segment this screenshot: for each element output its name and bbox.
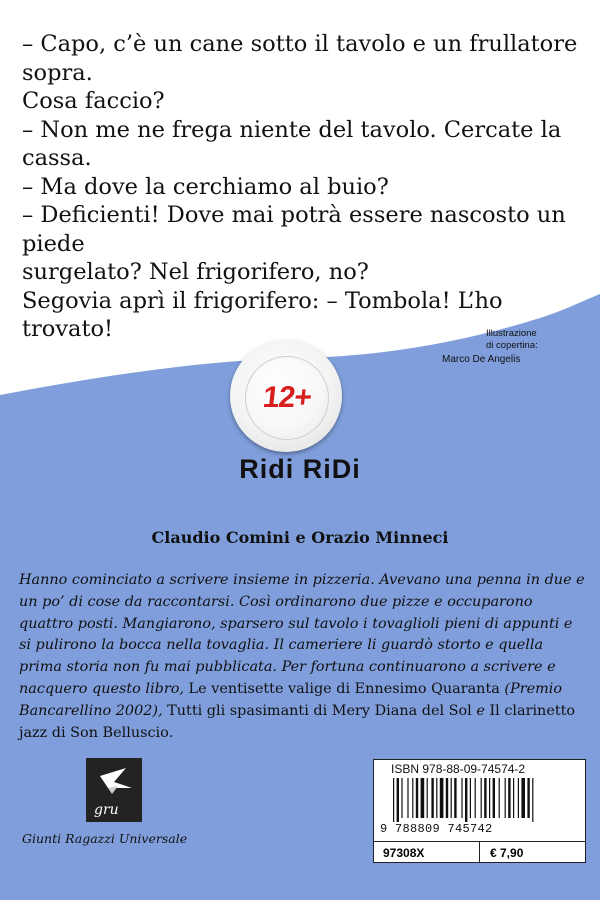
blurb-text: . [168, 724, 174, 741]
authors: Claudio Comini e Orazio Minneci [151, 528, 449, 547]
barcode-bar [475, 778, 476, 818]
barcode-bar [484, 778, 486, 818]
dialogue-line: – Non me ne frega niente del tavolo. Cercate la cassa. [22, 116, 562, 171]
barcode-bar [446, 778, 448, 818]
barcode-bar [436, 778, 437, 818]
series-name: Ridi RiDi [239, 454, 361, 484]
barcode-bar [421, 778, 425, 818]
barcode-bar [412, 778, 413, 818]
barcode-bar [454, 778, 456, 818]
barcode-bar [521, 778, 525, 818]
barcode-bar [527, 778, 529, 818]
illustration-label-2: di copertina: [486, 339, 538, 351]
price: € 7,90 [490, 845, 524, 860]
barcode-bar [427, 778, 428, 818]
barcode-bar [416, 778, 418, 818]
crane-icon [86, 758, 142, 822]
dialogue-line: – Capo, c’è un cane sotto il tavolo e un frullatore sopra. [22, 31, 578, 86]
barcode-bar [489, 778, 490, 818]
blurb-text: Hanno cominciato a scrivere insieme in pizzeria. Avevano una penna in due e un po’ di cose da raccontarsi. Così ordinarono due pizze e occuparono quattro posti. Mangiarono, sparsero sul tavolo i tovaglioli pieni di appunti e si pulirono la bocca nella tovaglia. Il cameriere li guardò storto e quella prima storia non fu mai pubblicata. Per fortuna continuarono a scrivere e nacquero questo libro, [19, 572, 585, 697]
illustration-credit [442, 328, 596, 366]
dialogue-line: Cosa faccio? [22, 88, 165, 114]
product-code: 97308X [373, 842, 480, 863]
blurb-text: e [476, 702, 485, 719]
barcode-bar [465, 778, 467, 822]
barcode-bar [508, 778, 510, 818]
barcode-bar [397, 778, 399, 822]
barcode-bar [440, 778, 444, 818]
dialogue-line: surgelato? Nel frigorifero, no? [22, 259, 369, 285]
barcode-bar [407, 778, 408, 818]
book-title: Le ventisette valige di Ennesimo Quaranta [183, 680, 505, 697]
illustration-label: Illustrazione [486, 328, 537, 339]
book-title: Tutti gli spasimanti di Mery Diana del Sol [162, 702, 477, 719]
barcode-bar [499, 778, 500, 818]
publisher-logo [86, 758, 142, 822]
book-title: Il clarinetto jazz di Son Belluscio [19, 702, 576, 741]
blurb-text: (Premio Bancarellino 2002), [19, 680, 563, 719]
barcode-bar [518, 778, 519, 818]
isbn-number: ISBN 978-88-09-74574-2 [391, 762, 526, 776]
barcode-bar [401, 778, 402, 818]
price-row [373, 841, 586, 863]
barcode-bar [493, 778, 495, 818]
barcode-bar [461, 778, 462, 818]
age-rating: 12+ [261, 381, 313, 414]
author-blurb [19, 570, 585, 744]
barcode-bar [532, 778, 533, 822]
barcode-bar [513, 778, 514, 818]
barcode-digits: 9 788809 745742 [380, 822, 493, 836]
age-badge [245, 356, 329, 440]
illustrator-name: Marco De Angelis [442, 354, 521, 365]
publisher-name: Giunti Ragazzi Universale [22, 831, 188, 846]
barcode-bar [481, 778, 482, 818]
barcode-bar [451, 778, 452, 818]
dialogue-line: – Deficienti! Dove mai potrà essere nascosto un piede [22, 202, 566, 257]
barcode-bar [431, 778, 433, 818]
barcode [391, 778, 579, 822]
logo-text: gru [94, 802, 119, 818]
barcode-bar [505, 778, 506, 818]
dialogue-line: – Ma dove la cerchiamo al buio? [22, 173, 389, 200]
barcode-bar [393, 778, 394, 822]
barcode-bar [470, 778, 471, 818]
dialogue-line: Segovia aprì il frigorifero: – Tombola! L’ho trovato! [22, 287, 503, 342]
dialogue-excerpt [22, 30, 582, 344]
